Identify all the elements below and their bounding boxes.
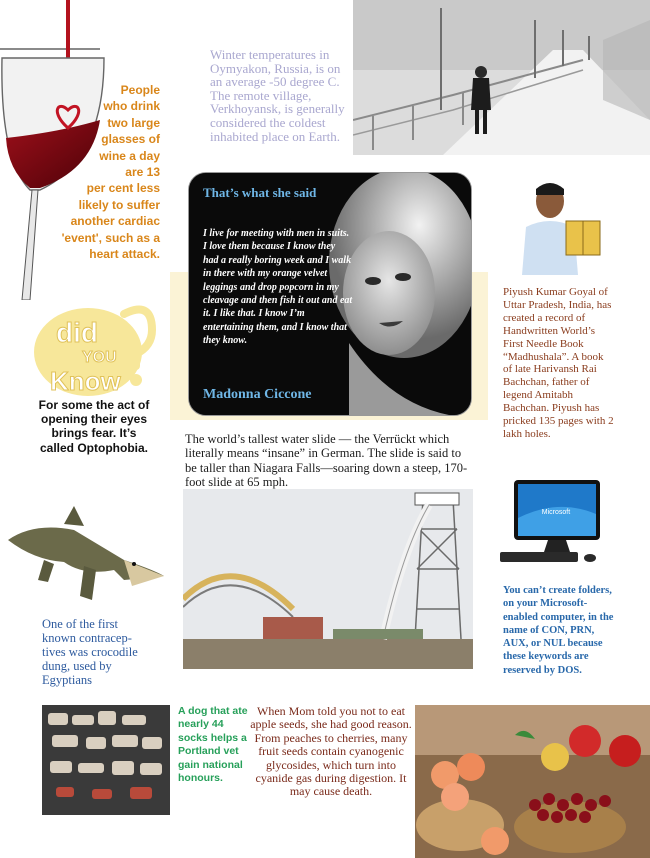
piyush-fact: Piyush Kumar Goyal of Uttar Pradesh, India, has created a record of Handwritten World’s First Needle Book “Madhushala”. A book of late Harivansh Rai Bachchan, father of legend Amitabh Bachchan. Piyush has pricked 135 pages with 2 lakh holes. <box>503 286 614 440</box>
did-you-know-badge <box>32 300 156 398</box>
did-you-know-fact: For some the act of opening their eyes brings fear. It’s called Optophobia. <box>38 398 150 455</box>
quote-author: Madonna Ciccone <box>203 387 312 402</box>
wine-fact-line: glasses of <box>101 132 160 147</box>
wine-fact-line: 'event', such as a <box>61 230 160 245</box>
badge-know: Know <box>50 366 121 396</box>
fruit-basket-photo <box>415 705 650 858</box>
wine-fact-line: People <box>120 83 160 97</box>
crocodile-fact: One of the first known contracep-tives was crocodile dung, used by Egyptians <box>42 617 138 687</box>
water-slide-photo <box>183 489 473 669</box>
quote-card <box>188 172 472 416</box>
apple-seed-fact: When Mom told you not to eat apple seeds, she had good reason. From peaches to cherries, many fruit seeds contain cyanogenic glycosides, which turn into cyanide gas during digestion. It may cause death. <box>250 704 412 799</box>
piyush-photo <box>508 175 610 275</box>
computer-fact: You can’t create folders, on your Microsoft-enabled computer, in the name of CON, PRN, AUX, or NUL because these keywords are reserved by DOS. <box>503 585 614 676</box>
socks-xray-photo <box>42 705 170 815</box>
badge-did: did <box>56 317 98 348</box>
wine-fact <box>36 82 160 262</box>
wine-fact-line: likely to suffer <box>78 197 160 212</box>
dog-fact: A dog that ate nearly 44 socks helps a Portland vet gain national honours. <box>178 705 248 785</box>
water-slide-fact: The world’s tallest water slide — the Verrückt which literally means “insane” in German. The slide is said to be taller than Niagara Falls—soaring down a steep, 170-foot slide at 65 mph. <box>185 432 468 489</box>
wine-fact-line: are 13 <box>125 165 160 180</box>
wine-fact-line: per cent less <box>86 181 160 196</box>
winter-fact: Winter temperatures in Oymyakon, Russia, is on an average -50 degree C. The remote village, Verkhoyansk, is generally considered the coldest inhabited place on Earth. <box>210 47 345 144</box>
quote-text: I live for meeting with men in suits. I love them because I know they had a really boring week and I walk in there with my orange velvet leggings and drop popcorn in my cleavage and then fish it out and eat it. I like that. I know I’m entertaining them, and I know that they know. <box>203 228 353 347</box>
wine-fact-line: two large <box>107 115 160 130</box>
wine-fact-line: another cardiac <box>70 214 160 229</box>
quote-heading: That’s what she said <box>203 185 317 200</box>
winter-street-photo <box>353 0 650 155</box>
wine-fact-line: wine a day <box>99 148 160 163</box>
badge-you: YOU <box>82 349 117 366</box>
wine-fact-line: who drink <box>103 99 160 114</box>
crocodile-illustration <box>4 500 166 610</box>
screen-brand: Microsoft <box>541 509 571 516</box>
computer-illustration <box>498 478 608 570</box>
wine-fact-line: heart attack. <box>89 247 160 262</box>
